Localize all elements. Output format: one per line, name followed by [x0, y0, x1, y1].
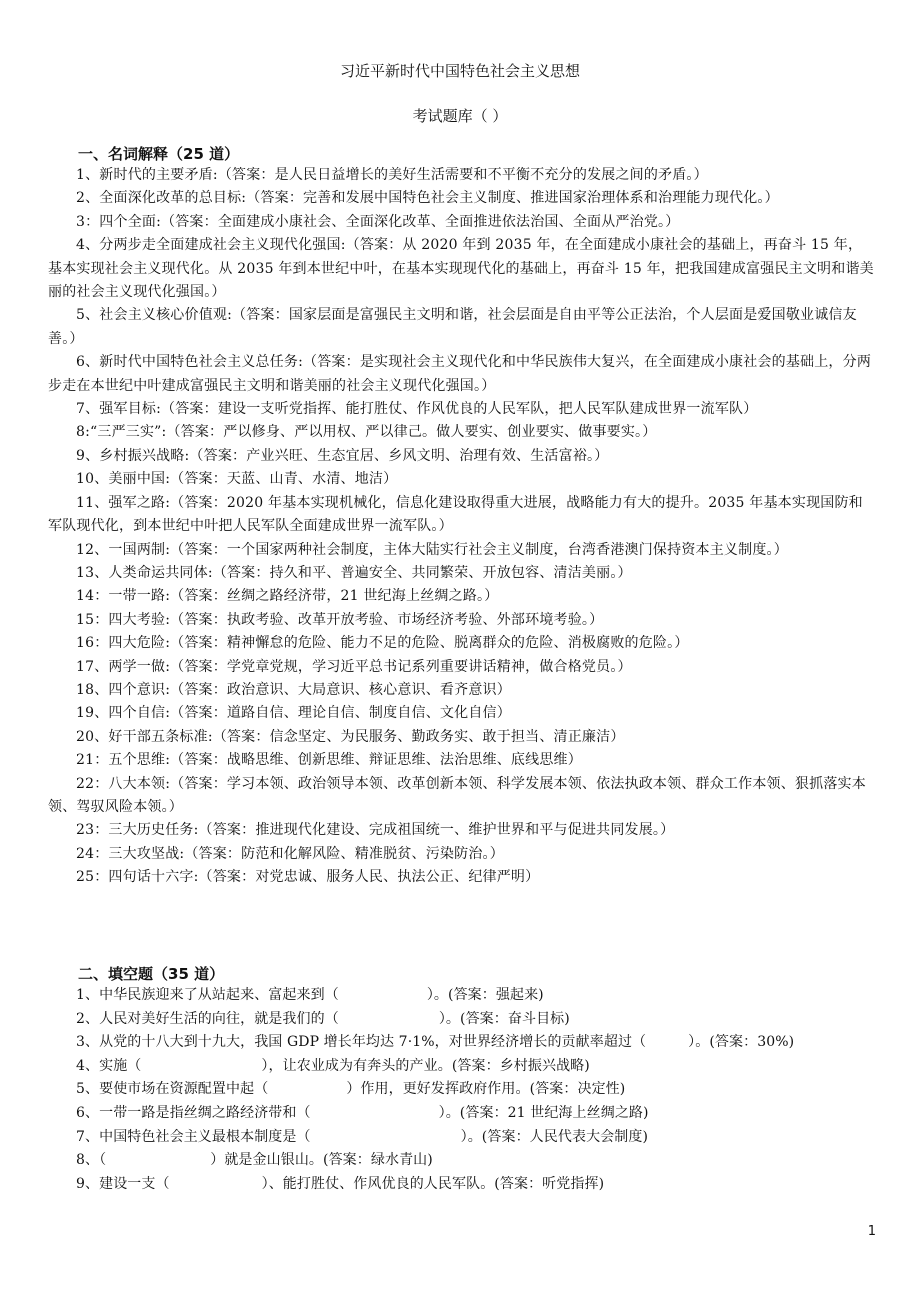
- definition-item: 10、美丽中国:（答案：天蓝、山青、水清、地洁）: [76, 471, 398, 488]
- definition-item: 19、四个自信:（答案：道路自信、理论自信、制度自信、文化自信）: [76, 705, 511, 722]
- question-text: 6、一带一路是指丝绸之路经济带和（: [76, 1104, 311, 1121]
- question-answer: ）。(答案：强起来): [426, 987, 544, 1003]
- definition-item: 16：四大危险:（答案：精神懈怠的危险、能力不足的危险、脱离群众的危险、消极腐败的危险。）: [76, 635, 689, 652]
- fill-in-item: [48, 984, 876, 1008]
- definition-item: 23：三大历史任务:（答案：推进现代化建设、完成祖国统一、维护世界和平与促进共同发展。）: [76, 822, 675, 839]
- definition-item: 11、强军之路:（答案：2020 年基本实现机械化，信息化建设取得重大进展，战略能力有大的提升。2035 年基本实现国防和军队现代化，到本世纪中叶把人民军队全面建成世界一流军队。）: [48, 494, 863, 535]
- fill-in-item: [48, 1173, 876, 1197]
- definitions-list: [48, 164, 876, 890]
- page-number: 1: [867, 1224, 876, 1239]
- question-text: 2、人民对美好生活的向往，就是我们的（: [76, 1010, 339, 1027]
- definition-item: 6、新时代中国特色社会主义总任务:（答案：是实现社会主义现代化和中华民族伟大复兴，在全面建成小康社会的基础上，分两步走在本世纪中叶建成富强民主文明和谐美丽的社会主义现代化强国。）: [48, 354, 872, 394]
- question-answer: ）。(答案：21 世纪海上丝绸之路): [438, 1104, 649, 1121]
- definition-item: 7、强军目标:（答案：建设一支听党指挥、能打胜仗、作风优良的人民军队，把人民军队建成世界一流军队）: [76, 401, 758, 418]
- question-answer: ）、能打胜仗、作风优良的人民军队。(答案：听党指挥): [261, 1175, 605, 1192]
- question-text: 5、要使市场在资源配置中起（: [76, 1081, 269, 1098]
- definition-item: 17、两学一做:（答案：学党章党规，学习近平总书记系列重要讲话精神，做合格党员。）: [76, 658, 632, 675]
- question-answer: ）。(答案：人民代表大会制度): [460, 1128, 649, 1145]
- definition-item: 21：五个思维:（答案：战略思维、创新思维、辩证思维、法治思维、底线思维）: [76, 752, 582, 769]
- definition-item: 5、社会主义核心价值观:（答案：国家层面是富强民主文明和谐，社会层面是自由平等公正法治，个人层面是爱国敬业诚信友善。）: [48, 307, 857, 347]
- question-text: 9、建设一支（: [76, 1175, 170, 1192]
- question-answer: ）。(答案：奋斗目标): [438, 1010, 570, 1027]
- fill-in-item: [48, 1126, 876, 1150]
- definition-item: 3：四个全面:（答案：全面建成小康社会、全面深化改革、全面推进依法治国、全面从严治党。）: [76, 213, 680, 230]
- definition-item: 9、乡村振兴战略:（答案：产业兴旺、生态宜居、乡风文明、治理有效、生活富裕。）: [76, 447, 609, 464]
- definition-item: 15：四大考验:（答案：执政考验、改革开放考验、市场经济考验、外部环境考验。）: [76, 611, 604, 628]
- question-text: 8、（: [76, 1152, 107, 1169]
- section-heading-definitions: 一、名词解释（25 道）: [78, 145, 240, 163]
- definition-item: 25：四句话十六字:（答案：对党忠诚、服务人民、执法公正、纪律严明）: [76, 869, 540, 886]
- question-answer: ）。(答案：30%): [688, 1034, 795, 1051]
- question-text: 1、中华民族迎来了从站起来、富起来到（: [76, 987, 339, 1003]
- question-answer: ）就是金山银山。(答案：绿水青山): [210, 1152, 433, 1169]
- definition-item: 2、全面深化改革的总目标:（答案：完善和发展中国特色社会主义制度、推进国家治理体系和治理能力现代化。）: [76, 190, 779, 207]
- question-text: 7、中国特色社会主义最根本制度是（: [76, 1128, 311, 1145]
- definition-item: 8:“三严三实”:（答案：严以修身、严以用权、严以律己。做人要实、创业要实、做事要实。）: [76, 424, 657, 441]
- definition-item: 13、人类命运共同体:（答案：持久和平、普遍安全、共同繁荣、开放包容、清洁美丽。）: [76, 564, 632, 581]
- definition-item: 20、好干部五条标准:（答案：信念坚定、为民服务、勤政务实、敢于担当、清正廉洁）: [76, 728, 625, 745]
- document-subtitle: 考试题库（ ）: [412, 107, 508, 125]
- fill-in-item: [48, 1008, 876, 1032]
- fill-in-item: [48, 1078, 876, 1102]
- definition-item: 1、新时代的主要矛盾:（答案：是人民日益增长的美好生活需要和不平衡不充分的发展之间的矛盾。）: [76, 167, 708, 183]
- definition-item: 4、分两步走全面建成社会主义现代化强国:（答案：从 2020 年到 2035 年，在全面建成小康社会的基础上，再奋斗 15 年，基本实现社会主义现代化。从 2035 年到本世纪中叶，在基本实现现代化的基础上，再奋斗 15 年，把我国建成富强民主文明和谐美丽的社会主义现代化强国。）: [48, 237, 874, 301]
- definition-item: 18、四个意识:（答案：政治意识、大局意识、核心意识、看齐意识）: [76, 681, 511, 698]
- definition-item: 22：八大本领:（答案：学习本领、政治领导本领、改革创新本领、科学发展本领、依法执政本领、群众工作本领、狠抓落实本领、驾驭风险本领。）: [48, 775, 866, 815]
- question-answer: ）作用，更好发挥政府作用。(答案：决定性): [346, 1081, 626, 1098]
- question-text: 4、实施（: [76, 1057, 142, 1074]
- document-title: 习近平新时代中国特色社会主义思想: [339, 62, 580, 80]
- section-heading-fill-in: 二、填空题（35 道）: [78, 965, 225, 983]
- definition-item: 24：三大攻坚战:（答案：防范和化解风险、精准脱贫、污染防治。）: [76, 845, 504, 862]
- fill-in-list: [48, 984, 876, 1196]
- definition-item: 14：一带一路:（答案：丝绸之路经济带，21 世纪海上丝绸之路。）: [76, 588, 499, 605]
- definition-item: 12、一国两制:（答案：一个国家两种社会制度，主体大陆实行社会主义制度，台湾香港澳门保持资本主义制度。）: [76, 541, 788, 558]
- fill-in-item: [48, 1149, 876, 1173]
- question-text: 3、从党的十八大到十九大，我国 GDP 增长年均达 7·1%，对世界经济增长的贡献率超过（: [76, 1034, 647, 1051]
- fill-in-item: [48, 1031, 876, 1055]
- fill-in-item: [48, 1055, 876, 1079]
- question-answer: ），让农业成为有奔头的产业。(答案：乡村振兴战略): [261, 1057, 590, 1074]
- fill-in-item: [48, 1102, 876, 1126]
